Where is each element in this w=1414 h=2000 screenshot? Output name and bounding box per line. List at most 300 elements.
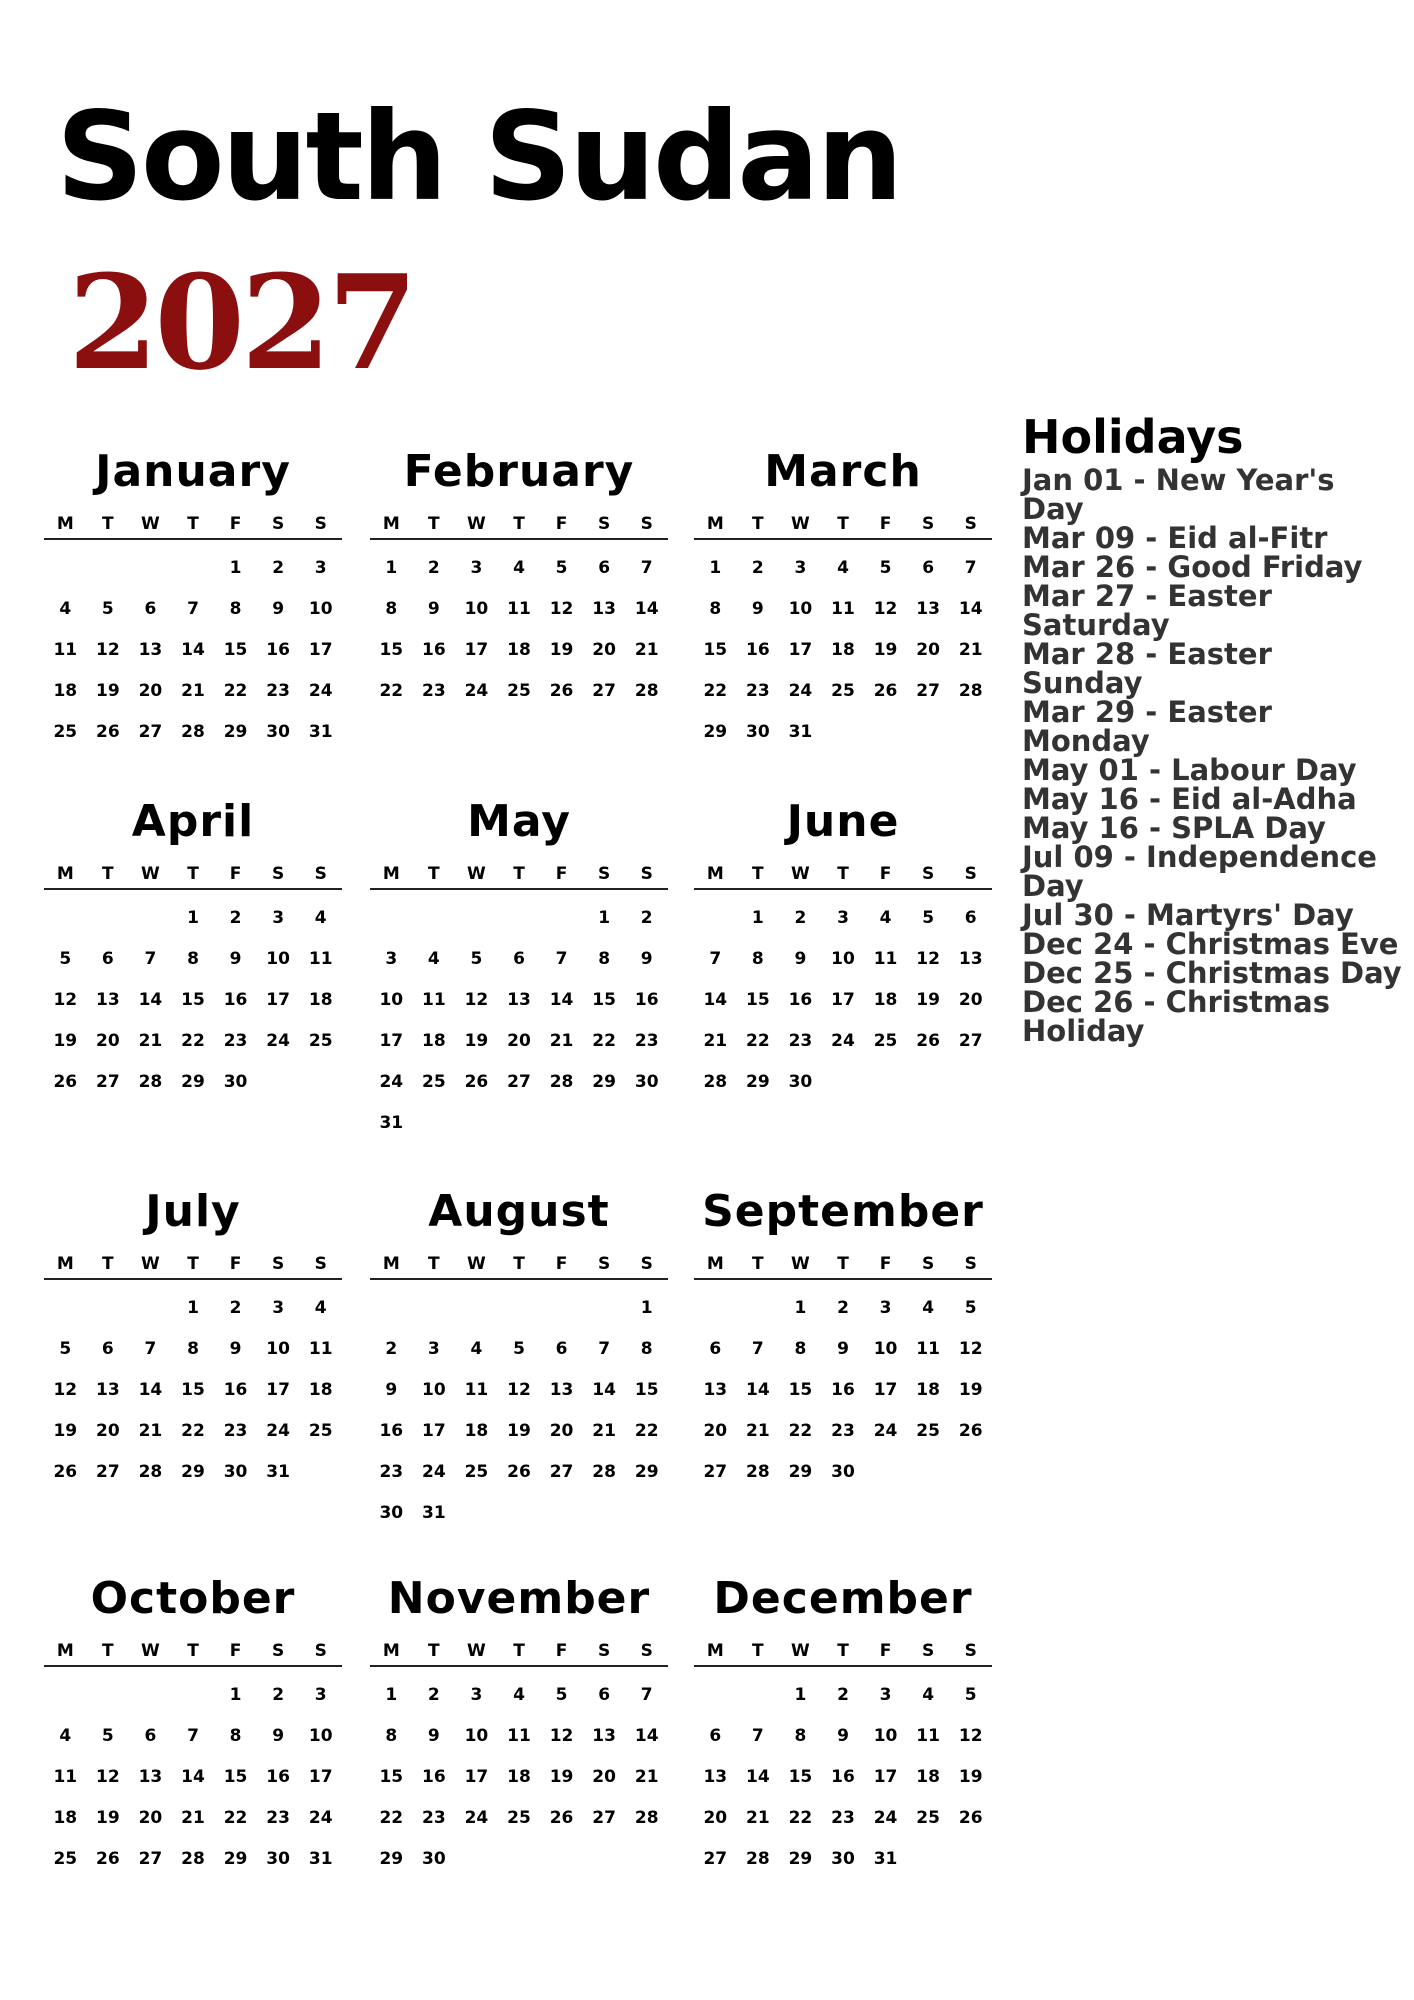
day-cell: 18 xyxy=(916,1380,940,1400)
weekday-label: S xyxy=(272,514,285,534)
holiday-item: Dec 26 - Christmas Holiday xyxy=(1022,985,1330,1048)
week-row xyxy=(370,1370,668,1411)
day-cell: 7 xyxy=(187,1726,199,1746)
week-row xyxy=(694,1452,992,1493)
holidays-panel xyxy=(1022,410,1402,1048)
day-cell: 24 xyxy=(873,1808,898,1828)
day-cell: 13 xyxy=(703,1380,728,1400)
holiday-item: Jul 30 - Martyrs' Day xyxy=(1022,898,1354,932)
day-cell: 14 xyxy=(746,1380,770,1400)
weekday-label: W xyxy=(791,514,810,534)
day-cell: 12 xyxy=(96,640,120,660)
day-cell: 19 xyxy=(958,1380,983,1400)
day-cell: 20 xyxy=(507,1031,531,1051)
day-cell xyxy=(455,1288,498,1329)
day-cell: 20 xyxy=(549,1421,574,1441)
day-cell xyxy=(737,1675,780,1716)
day-cell xyxy=(87,1675,130,1716)
day-cell: 8 xyxy=(385,1726,398,1746)
week-row xyxy=(694,1757,992,1798)
day-cell: 18 xyxy=(507,1767,531,1787)
day-cell: 29 xyxy=(379,1849,404,1869)
day-cell: 15 xyxy=(592,990,616,1010)
week-row xyxy=(370,1021,668,1062)
day-cell: 18 xyxy=(831,640,855,660)
weekday-label: S xyxy=(314,1641,327,1661)
day-cell: 5 xyxy=(513,1339,525,1359)
weekday-label: S xyxy=(640,864,653,884)
day-cell: 31 xyxy=(873,1849,898,1869)
month-name: August xyxy=(428,1186,610,1237)
day-cell: 3 xyxy=(314,1685,327,1705)
week-row xyxy=(370,1411,668,1452)
day-cell: 18 xyxy=(873,990,898,1010)
day-cell: 3 xyxy=(794,558,807,578)
week-row xyxy=(370,1062,668,1103)
week-row xyxy=(370,630,668,671)
week-row xyxy=(694,939,992,980)
week-row xyxy=(44,671,342,712)
weekday-label: T xyxy=(837,514,849,534)
holidays-title: Holidays xyxy=(1022,410,1244,464)
day-cell: 30 xyxy=(422,1849,446,1869)
weekday-label: T xyxy=(837,1254,849,1274)
day-cell: 12 xyxy=(958,1339,983,1359)
day-cell xyxy=(44,1675,87,1716)
day-cell xyxy=(498,1103,541,1144)
day-cell: 2 xyxy=(751,558,764,578)
day-cell: 20 xyxy=(916,640,940,660)
day-cell: 25 xyxy=(507,1808,531,1828)
day-cell: 27 xyxy=(703,1849,728,1869)
weekday-label: M xyxy=(56,1254,74,1274)
day-cell xyxy=(87,548,130,589)
day-cell: 12 xyxy=(958,1726,983,1746)
weekday-label: S xyxy=(964,1641,977,1661)
day-cell: 29 xyxy=(703,722,728,742)
day-cell: 3 xyxy=(314,558,327,578)
day-cell: 21 xyxy=(746,1421,770,1441)
weekday-label: T xyxy=(752,864,764,884)
weekday-header xyxy=(370,510,668,540)
day-cell: 4 xyxy=(922,1298,935,1318)
day-cell: 15 xyxy=(223,640,248,660)
day-cell: 1 xyxy=(385,1685,398,1705)
month-name: March xyxy=(764,446,922,497)
day-cell: 30 xyxy=(266,1849,290,1869)
day-cell: 28 xyxy=(138,1072,163,1092)
day-cell: 26 xyxy=(958,1421,983,1441)
day-cell: 22 xyxy=(223,681,248,701)
weekday-label: T xyxy=(102,514,114,534)
day-cell: 7 xyxy=(751,1339,764,1359)
weekday-header xyxy=(44,1250,342,1280)
day-cell: 29 xyxy=(181,1072,205,1092)
day-cell: 19 xyxy=(916,990,940,1010)
weekday-label: W xyxy=(141,1641,160,1661)
day-cell: 23 xyxy=(746,681,770,701)
weekday-label: S xyxy=(640,1641,653,1661)
day-cell: 21 xyxy=(138,1031,163,1051)
day-cell: 3 xyxy=(879,1298,892,1318)
weekday-label: W xyxy=(791,1254,810,1274)
day-cell: 17 xyxy=(379,1031,404,1051)
day-cell: 15 xyxy=(223,1767,248,1787)
day-cell: 18 xyxy=(308,990,333,1010)
day-cell: 24 xyxy=(379,1072,404,1092)
week-row xyxy=(694,1798,992,1839)
day-cell: 10 xyxy=(873,1726,898,1746)
month-name: April xyxy=(131,796,255,847)
day-cell xyxy=(455,1103,498,1144)
day-cell: 3 xyxy=(470,1685,483,1705)
holiday-item: Dec 25 - Christmas Day xyxy=(1022,956,1402,990)
day-cell: 17 xyxy=(266,1380,290,1400)
weekday-label: W xyxy=(467,1641,486,1661)
weekday-label: W xyxy=(467,514,486,534)
day-cell: 1 xyxy=(709,558,722,578)
day-cell: 14 xyxy=(703,990,728,1010)
day-cell: 7 xyxy=(144,1339,157,1359)
day-cell xyxy=(907,1839,950,1880)
day-cell: 5 xyxy=(879,558,892,578)
weekday-label: T xyxy=(752,1641,764,1661)
weekday-label: S xyxy=(272,864,285,884)
day-cell: 5 xyxy=(59,949,72,969)
day-cell: 16 xyxy=(831,1767,855,1787)
day-cell: 16 xyxy=(422,1767,446,1787)
day-cell xyxy=(949,712,992,753)
weekday-header xyxy=(694,1637,992,1667)
day-cell: 12 xyxy=(53,1380,78,1400)
weekday-label: S xyxy=(598,864,611,884)
day-cell: 10 xyxy=(379,990,404,1010)
month-june xyxy=(694,796,992,1103)
weekday-label: S xyxy=(922,1254,935,1274)
day-cell: 14 xyxy=(592,1380,616,1400)
weekday-label: T xyxy=(428,864,440,884)
day-cell xyxy=(129,1288,172,1329)
week-row xyxy=(370,1103,668,1144)
day-cell: 9 xyxy=(640,949,653,969)
day-cell: 20 xyxy=(96,1421,120,1441)
day-cell: 12 xyxy=(53,990,78,1010)
week-row xyxy=(694,712,992,753)
day-cell: 22 xyxy=(223,1808,248,1828)
day-cell: 9 xyxy=(272,599,285,619)
day-cell: 31 xyxy=(308,722,333,742)
day-cell: 26 xyxy=(549,1808,574,1828)
day-cell: 22 xyxy=(592,1031,616,1051)
weekday-label: S xyxy=(922,1641,935,1661)
week-row xyxy=(44,1798,342,1839)
day-cell: 31 xyxy=(422,1503,446,1523)
holiday-item: May 16 - SPLA Day xyxy=(1022,811,1326,845)
day-cell: 22 xyxy=(181,1421,205,1441)
week-row xyxy=(694,1062,992,1103)
day-cell: 17 xyxy=(308,1767,333,1787)
day-cell: 21 xyxy=(746,1808,770,1828)
day-cell: 4 xyxy=(922,1685,935,1705)
day-cell: 8 xyxy=(751,949,764,969)
day-cell: 7 xyxy=(555,949,568,969)
day-cell: 9 xyxy=(427,599,440,619)
week-row xyxy=(694,1021,992,1062)
day-cell: 8 xyxy=(794,1339,807,1359)
month-april xyxy=(44,796,342,1103)
day-cell: 25 xyxy=(53,722,78,742)
day-cell xyxy=(129,898,172,939)
holiday-item: Mar 29 - Easter Monday xyxy=(1022,695,1272,758)
day-cell: 17 xyxy=(873,1767,898,1787)
weekday-label: F xyxy=(879,514,892,534)
day-cell xyxy=(583,1288,626,1329)
day-cell: 28 xyxy=(549,1072,574,1092)
day-cell xyxy=(370,1288,413,1329)
day-cell: 14 xyxy=(138,990,163,1010)
day-cell: 17 xyxy=(831,990,855,1010)
weekday-label: T xyxy=(837,864,849,884)
day-cell: 12 xyxy=(464,990,489,1010)
day-cell: 8 xyxy=(187,949,199,969)
day-cell: 13 xyxy=(96,1380,120,1400)
day-cell: 11 xyxy=(53,1767,78,1787)
day-cell: 25 xyxy=(507,681,531,701)
weekday-header xyxy=(694,860,992,890)
day-cell xyxy=(498,1493,541,1534)
day-cell: 7 xyxy=(709,949,722,969)
day-cell: 4 xyxy=(59,599,72,619)
month-name: September xyxy=(702,1186,984,1237)
day-cell xyxy=(413,898,456,939)
weekday-label: M xyxy=(56,1641,74,1661)
weekday-header xyxy=(370,1250,668,1280)
day-cell: 15 xyxy=(634,1380,659,1400)
day-cell xyxy=(864,1452,907,1493)
day-cell: 29 xyxy=(788,1849,813,1869)
day-cell: 17 xyxy=(422,1421,446,1441)
weekday-label: W xyxy=(791,1641,810,1661)
day-cell xyxy=(625,1103,668,1144)
holiday-item: Jan 01 - New Year's Day xyxy=(1022,463,1335,526)
weekday-label: T xyxy=(513,514,525,534)
month-name: October xyxy=(90,1573,296,1624)
day-cell: 18 xyxy=(422,1031,446,1051)
day-cell: 23 xyxy=(831,1421,855,1441)
weekday-label: S xyxy=(598,1641,611,1661)
week-row xyxy=(694,898,992,939)
day-cell: 4 xyxy=(314,908,327,928)
week-row xyxy=(694,1288,992,1329)
week-row xyxy=(44,630,342,671)
day-cell: 5 xyxy=(470,949,483,969)
weekday-label: M xyxy=(56,514,74,534)
day-cell: 7 xyxy=(751,1726,764,1746)
day-cell: 27 xyxy=(703,1462,728,1482)
day-cell: 27 xyxy=(916,681,940,701)
day-cell: 1 xyxy=(598,908,611,928)
day-cell: 17 xyxy=(464,1767,489,1787)
weekday-label: F xyxy=(229,514,242,534)
day-cell: 17 xyxy=(873,1380,898,1400)
day-cell: 14 xyxy=(138,1380,163,1400)
day-cell: 13 xyxy=(96,990,120,1010)
day-cell: 13 xyxy=(549,1380,574,1400)
day-cell: 24 xyxy=(308,681,333,701)
day-cell: 2 xyxy=(229,1298,242,1318)
day-cell xyxy=(583,1103,626,1144)
weekday-label: S xyxy=(272,1641,285,1661)
day-cell: 19 xyxy=(96,681,120,701)
week-row xyxy=(44,1716,342,1757)
year-heading: 2027 xyxy=(68,246,414,399)
day-cell: 8 xyxy=(598,949,611,969)
day-cell: 2 xyxy=(272,1685,285,1705)
day-cell: 20 xyxy=(592,1767,616,1787)
weekday-label: S xyxy=(598,1254,611,1274)
weekday-label: T xyxy=(102,864,114,884)
day-cell: 10 xyxy=(464,599,489,619)
day-cell: 9 xyxy=(837,1339,849,1359)
weekday-label: M xyxy=(382,864,400,884)
day-cell: 30 xyxy=(831,1849,855,1869)
day-cell: 28 xyxy=(703,1072,728,1092)
day-cell: 27 xyxy=(958,1031,983,1051)
day-cell: 19 xyxy=(53,1421,78,1441)
month-name: July xyxy=(145,1186,241,1237)
day-cell: 29 xyxy=(592,1072,616,1092)
day-cell: 16 xyxy=(746,640,770,660)
day-cell: 1 xyxy=(794,1685,807,1705)
day-cell xyxy=(540,1288,583,1329)
day-cell: 24 xyxy=(422,1462,446,1482)
month-august xyxy=(370,1186,668,1534)
day-cell: 19 xyxy=(549,1767,574,1787)
day-cell: 27 xyxy=(549,1462,574,1482)
day-cell: 17 xyxy=(788,640,813,660)
weekday-label: S xyxy=(964,514,977,534)
day-cell: 14 xyxy=(634,599,659,619)
weekday-label: T xyxy=(187,1641,199,1661)
day-cell: 11 xyxy=(873,949,898,969)
day-cell: 3 xyxy=(272,1298,285,1318)
day-cell: 21 xyxy=(634,640,659,660)
day-cell: 15 xyxy=(703,640,728,660)
day-cell: 14 xyxy=(958,599,983,619)
day-cell: 19 xyxy=(958,1767,983,1787)
day-cell: 8 xyxy=(385,599,398,619)
day-cell xyxy=(87,898,130,939)
day-cell: 4 xyxy=(427,949,440,969)
holiday-item: Mar 27 - Easter Saturday xyxy=(1022,579,1272,642)
day-cell: 20 xyxy=(138,681,163,701)
week-row xyxy=(694,1370,992,1411)
holiday-list xyxy=(1022,463,1402,1048)
day-cell: 13 xyxy=(958,949,983,969)
day-cell: 29 xyxy=(634,1462,659,1482)
day-cell: 28 xyxy=(634,681,659,701)
day-cell: 8 xyxy=(640,1339,653,1359)
day-cell xyxy=(172,548,215,589)
day-cell: 11 xyxy=(507,1726,531,1746)
day-cell xyxy=(949,1839,992,1880)
day-cell: 20 xyxy=(592,640,616,660)
weekday-label: M xyxy=(382,514,400,534)
day-cell: 10 xyxy=(266,949,290,969)
day-cell: 10 xyxy=(788,599,813,619)
day-cell: 10 xyxy=(831,949,855,969)
day-cell: 2 xyxy=(385,1339,398,1359)
weekday-label: T xyxy=(187,864,199,884)
week-row xyxy=(694,1716,992,1757)
day-cell: 27 xyxy=(138,1849,163,1869)
day-cell: 13 xyxy=(138,640,163,660)
day-cell: 22 xyxy=(379,1808,404,1828)
day-cell: 2 xyxy=(640,908,653,928)
day-cell: 26 xyxy=(53,1072,78,1092)
week-row xyxy=(44,548,342,589)
day-cell: 10 xyxy=(873,1339,898,1359)
month-january xyxy=(44,446,342,753)
day-cell xyxy=(907,1452,950,1493)
day-cell: 26 xyxy=(958,1808,983,1828)
day-cell: 13 xyxy=(507,990,531,1010)
weekday-label: T xyxy=(428,1641,440,1661)
day-cell: 18 xyxy=(308,1380,333,1400)
week-row xyxy=(44,1411,342,1452)
weekday-label: F xyxy=(229,864,242,884)
weekday-label: T xyxy=(187,514,199,534)
day-cell: 28 xyxy=(138,1462,163,1482)
day-cell: 11 xyxy=(831,599,855,619)
day-cell: 27 xyxy=(507,1072,531,1092)
weekday-label: F xyxy=(555,864,568,884)
day-cell: 23 xyxy=(223,1421,248,1441)
day-cell xyxy=(87,1288,130,1329)
weekday-label: W xyxy=(141,514,160,534)
week-row xyxy=(44,1329,342,1370)
weekday-label: F xyxy=(555,514,568,534)
day-cell: 3 xyxy=(879,1685,892,1705)
weekday-header xyxy=(44,510,342,540)
week-row xyxy=(44,898,342,939)
weekday-label: T xyxy=(513,1254,525,1274)
day-cell xyxy=(949,1452,992,1493)
day-cell: 23 xyxy=(788,1031,813,1051)
weekday-label: S xyxy=(314,864,327,884)
day-cell xyxy=(129,548,172,589)
day-cell: 14 xyxy=(746,1767,770,1787)
weekday-header xyxy=(44,1637,342,1667)
month-november xyxy=(370,1573,668,1880)
day-cell: 2 xyxy=(272,558,285,578)
day-cell: 28 xyxy=(746,1849,770,1869)
day-cell xyxy=(583,1839,626,1880)
day-cell: 29 xyxy=(746,1072,770,1092)
day-cell: 13 xyxy=(592,1726,616,1746)
day-cell: 5 xyxy=(101,599,114,619)
weekday-header xyxy=(694,1250,992,1280)
weekday-label: M xyxy=(382,1254,400,1274)
week-row xyxy=(370,1716,668,1757)
day-cell: 14 xyxy=(181,640,205,660)
day-cell: 21 xyxy=(958,640,983,660)
day-cell: 15 xyxy=(788,1767,813,1787)
holiday-item: Jul 09 - Independence Day xyxy=(1022,840,1377,903)
day-cell: 28 xyxy=(592,1462,616,1482)
day-cell: 28 xyxy=(181,722,205,742)
week-row xyxy=(370,589,668,630)
